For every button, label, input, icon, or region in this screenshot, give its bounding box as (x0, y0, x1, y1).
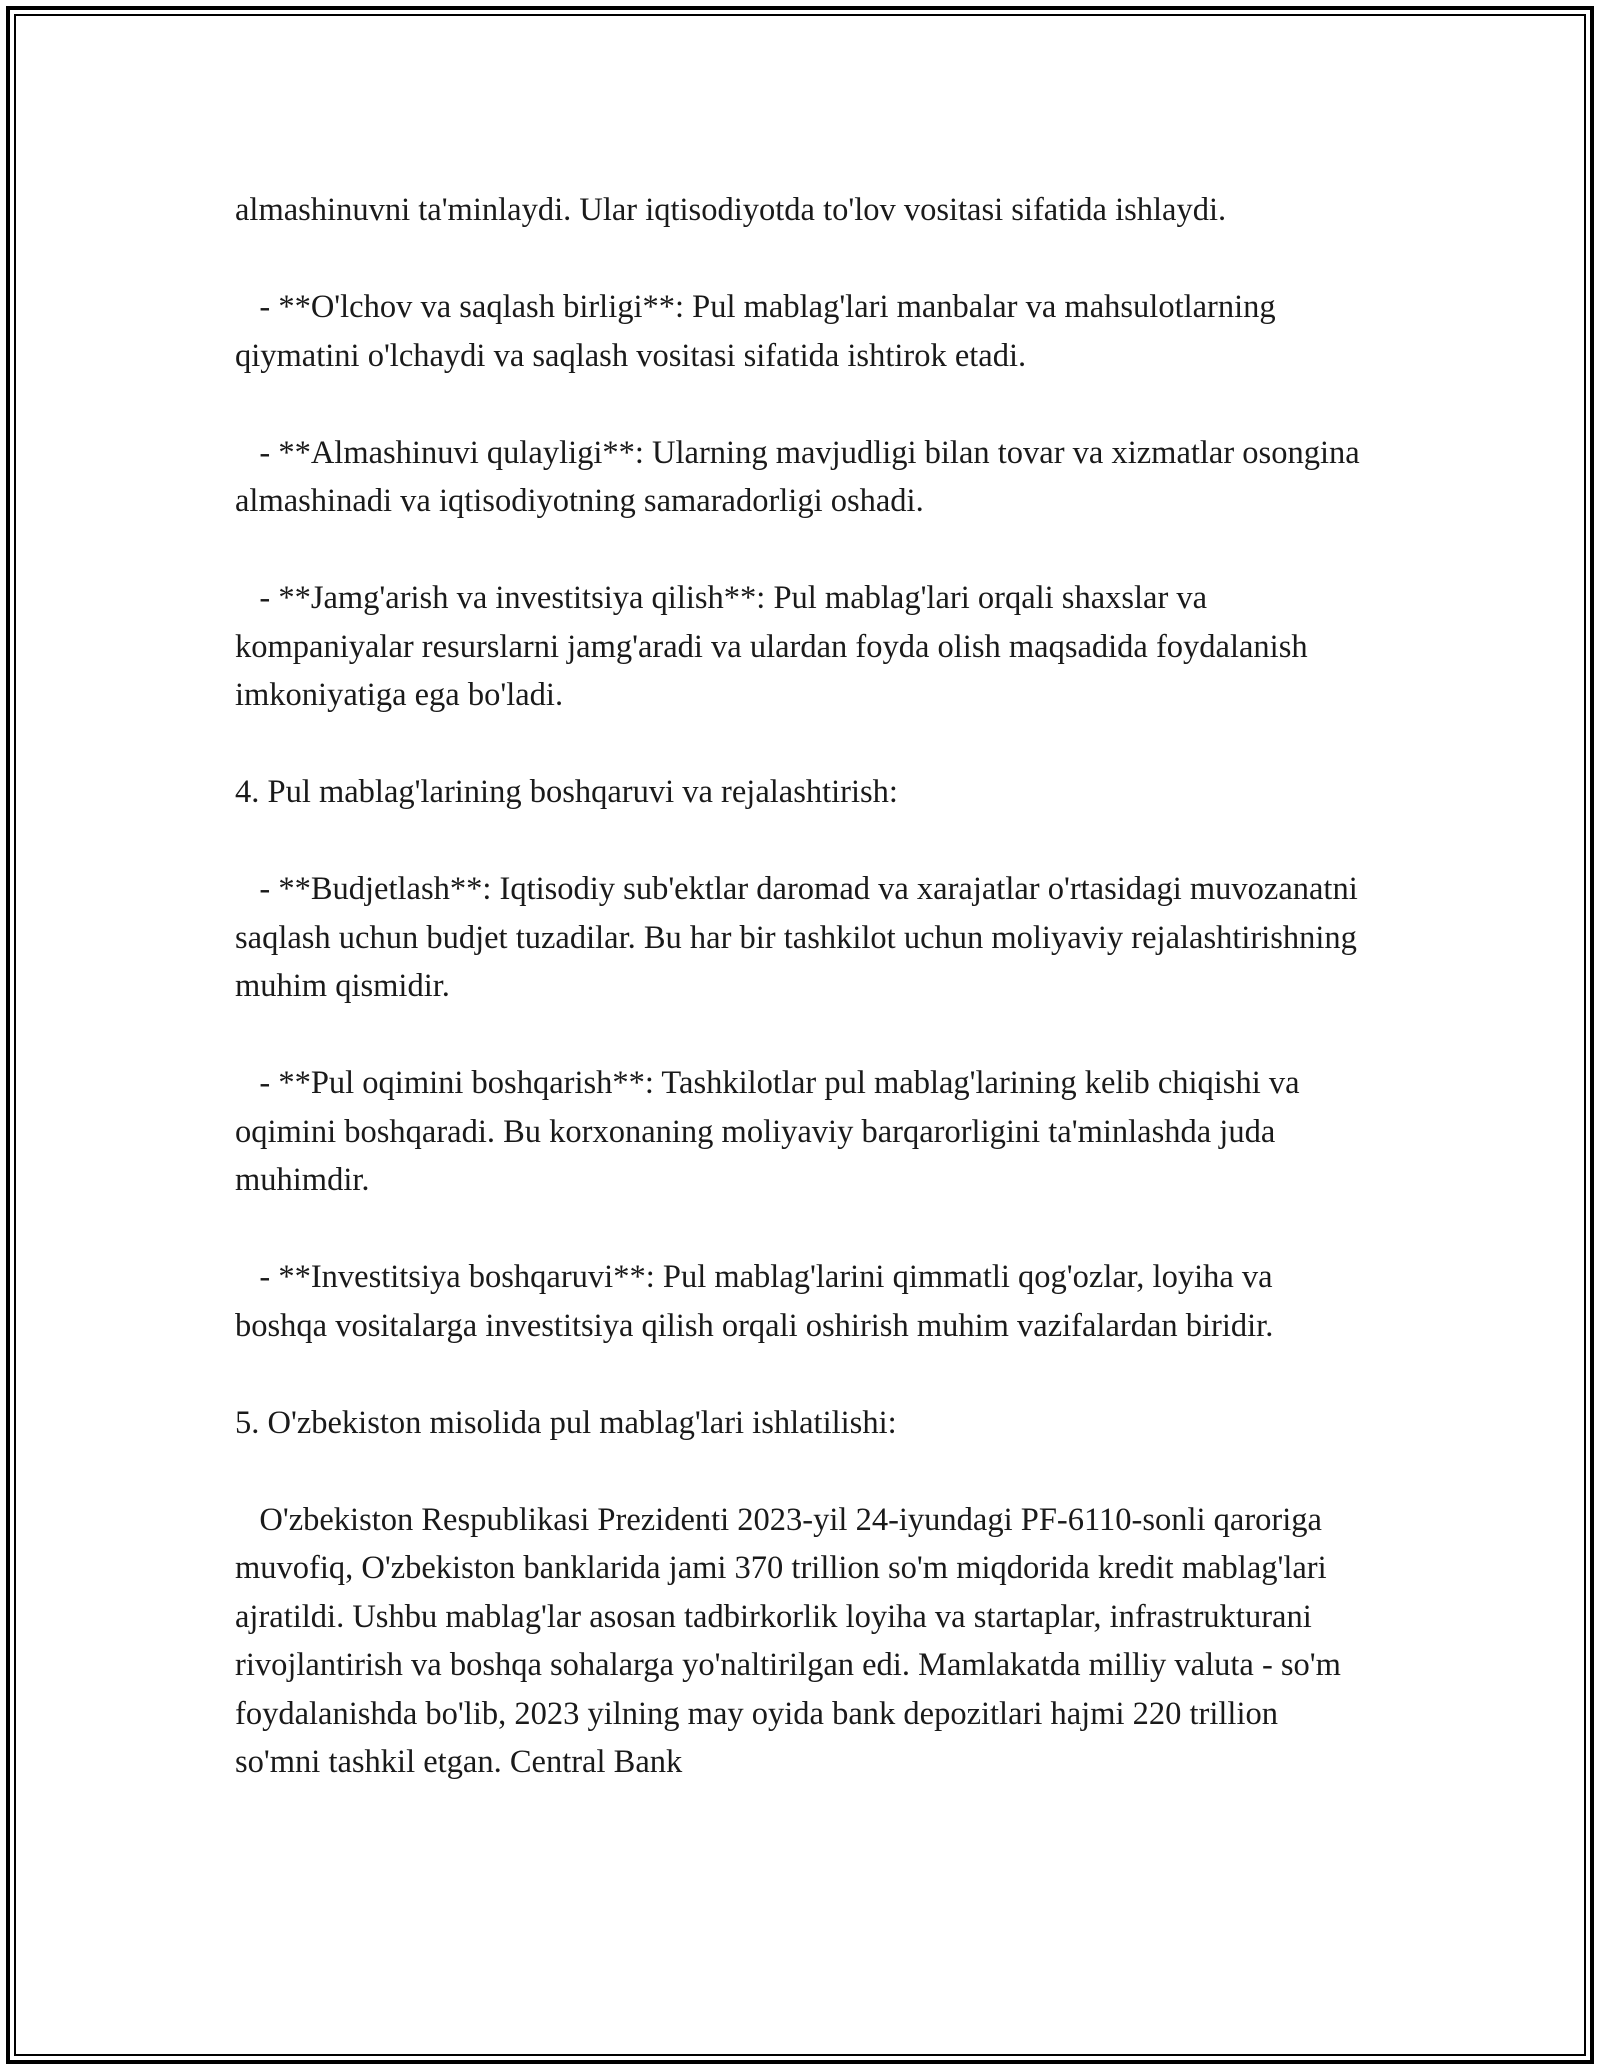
section-heading-4: 4. Pul mablag'larining boshqaruvi va rejalashtirish: (235, 774, 898, 810)
paragraph-investment-management: - **Investitsiya boshqaruvi**: Pul mablag'larini qimmatli qog'ozlar, loyiha va boshqa vositalarga investitsiya qilish orqali oshirish muhim vazifalardan biridir. (235, 1259, 1281, 1344)
paragraph-uzbekistan-example: O'zbekiston Respublikasi Prezidenti 2023-yil 24-iyundagi PF-6110-sonli qaroriga muvofiq, O'zbekiston banklarida jami 370 trillion so'm miqdorida kredit mablag'lari ajratildi. Ushbu mablag'lar asosan tadbirkorlik loyiha va startaplar, infrastrukturani rivojlantirish va boshqa sohalarga yo'naltirilgan edi. Mamlakatda milliy valuta - so'm foydalanishda bo'lib, 2023 yilning may oyida bank depozitlari hajmi 220 trillion so'mni tashkil etgan. Central Bank (235, 1501, 1350, 1780)
paragraph-exchange-continuation: almashinuvni ta'minlaydi. Ular iqtisodiyotda to'lov vositasi sifatida ishlaydi. (235, 192, 1227, 228)
paragraph-budgeting: - **Budjetlash**: Iqtisodiy sub'ektlar daromad va xarajatlar o'rtasidagi muvozanatni saqlash uchun budjet tuzadilar. Bu har bir tashkilot uchun moliyaviy rejalashtirishning muhim qismidir. (235, 871, 1366, 1004)
document-body (235, 186, 1370, 1787)
paragraph-exchange-convenience: - **Almashinuvi qulayligi**: Ularning mavjudligi bilan tovar va xizmatlar osongina almashinadi va iqtisodiyotning samaradorligi oshadi. (235, 434, 1368, 519)
paragraph-cash-flow: - **Pul oqimini boshqarish**: Tashkilotlar pul mablag'larining kelib chiqishi va oqimini boshqaradi. Bu korxonaning moliyaviy barqarorligini ta'minlashda juda muhimdir. (235, 1065, 1308, 1198)
section-heading-5: 5. O'zbekiston misolida pul mablag'lari ishlatilishi: (235, 1404, 897, 1441)
paragraph-saving-investment: - **Jamg'arish va investitsiya qilish**: Pul mablag'lari orqali shaxslar va kompaniyalar resurslarni jamg'aradi va ulardan foyda olish maqsadida foydalanish imkoniyatiga ega bo'ladi. (235, 580, 1316, 713)
paragraph-measure-storage: - **O'lchov va saqlash birligi**: Pul mablag'lari manbalar va mahsulotlarning qiymatini o'lchaydi va saqlash vositasi sifatida ishtirok etadi. (235, 289, 1284, 374)
